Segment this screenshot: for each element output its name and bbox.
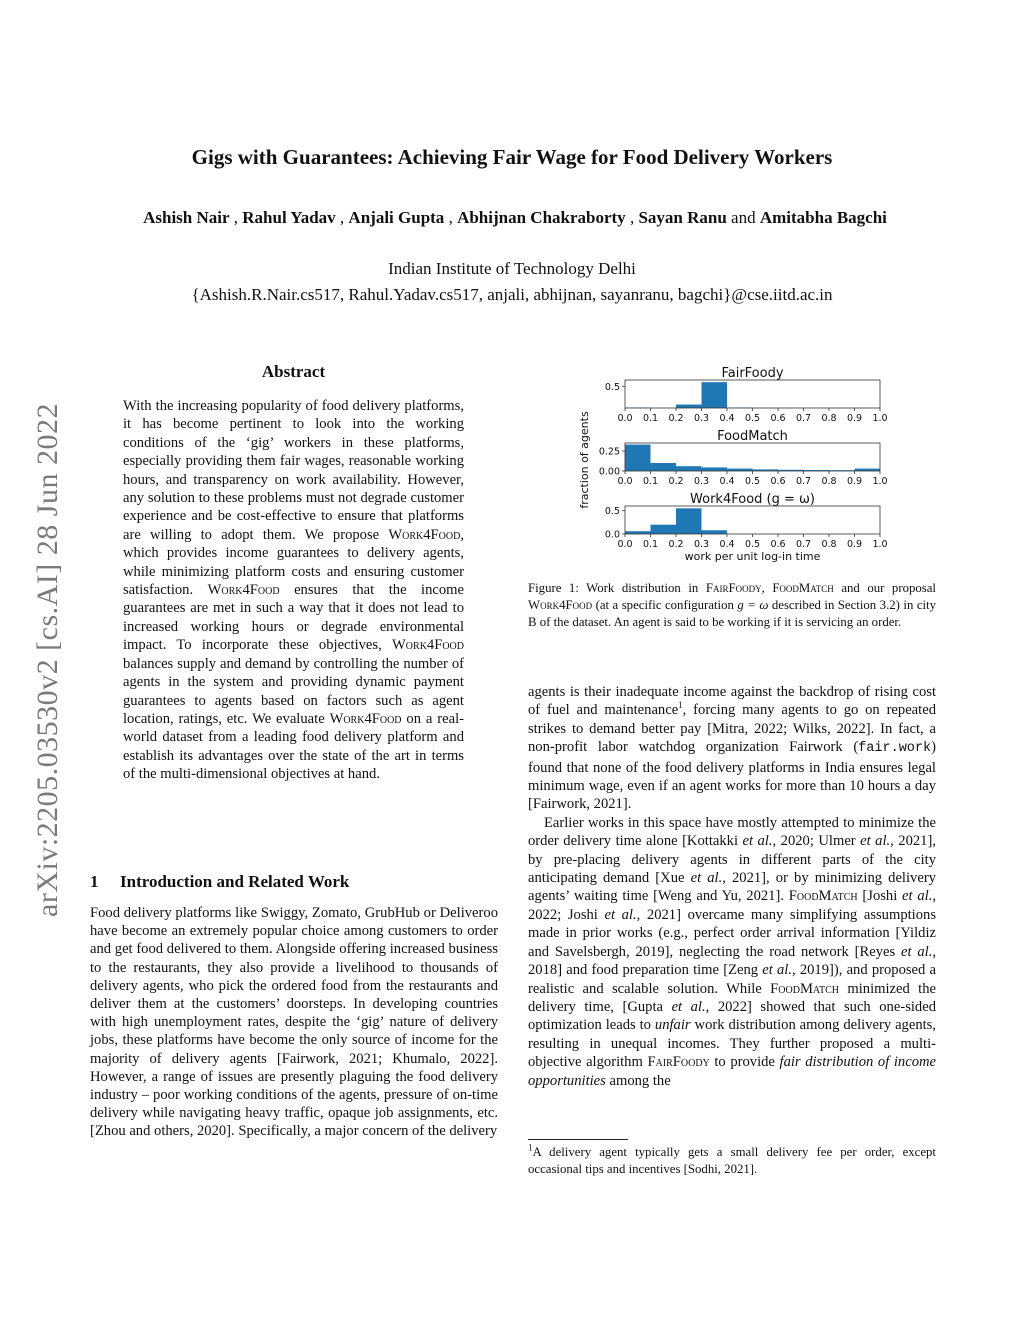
histogram-bar (625, 445, 651, 471)
x-tick-label: 0.2 (668, 413, 684, 424)
footnote-divider (528, 1139, 628, 1140)
histogram-bar (651, 463, 677, 471)
y-tick-label: 0.0 (604, 529, 620, 541)
section-title: Introduction and Related Work (120, 872, 350, 891)
panel-title: FoodMatch (717, 429, 788, 444)
section-number: 1 (90, 872, 99, 891)
paragraph: Earlier works in this space have mostly attempted to minimize the order delivery time alone [Kottakki et al., 2020; Ulmer et al., 2021], by pre-placing delivery agents in different parts of the city anticipating demand [Xue et al., 2021], or by minimizing delivery agents’ waiting time [Weng and Yu, 2021]. FoodMatch [Joshi et al., 2022; Joshi et al., 2021] overcame many simplifying assumptions made in prior works (e.g., perfect order arrival information [Yildiz and Savelsbergh, 2019], neglecting the road network [Reyes et al., 2018] and food preparation time [Zeng et al., 2019]), and proposed a realistic and scalable solution. While FoodMatch minimized the delivery time, [Gupta et al., 2022] showed that such one-sided optimization leads to unfair work distribution among delivery agents, resulting in unequal incomes. They further proposed a multi-objective algorithm FairFoody to provide fair distribution of income opportunities among the (528, 814, 937, 1089)
x-tick-label: 0.8 (821, 413, 837, 424)
intro-paragraph: Food delivery platforms like Swiggy, Zomato, GrubHub or Deliveroo have become an extremely popular choice among customers to order and get food delivered to them. Alongside offering increased business to the restaurants, they also provide a livelihood to thousands of delivery agents, who pick the ordered food from the restaurants and deliver them at the customers’ doorsteps. In developing countries with high unemployment rates, despite the ‘gig’ nature of delivery jobs, these platforms have become the only source of income for the majority of delivery agents [Fairwork, 2021; Khumalo, 2022]. However, a range of issues are presently plaguing the food delivery industry – poor working conditions of the agents, pressure of on-time delivery while navigating heavy traffic, opaque job assignments, etc. [Zhou and others, 2020]. Specifically, a major concern of the delivery (90, 905, 498, 1140)
x-tick-label: 0.7 (795, 476, 812, 487)
x-tick-label: 0.9 (846, 539, 863, 550)
y-axis-label: fraction of agents (578, 411, 591, 509)
x-tick-label: 0.4 (719, 539, 735, 550)
right-column-text (528, 683, 936, 1090)
author-name: Abhijnan Chakraborty (457, 208, 626, 227)
author-and: and (731, 208, 756, 227)
histogram-bar (702, 382, 728, 408)
author-emails: {Ashish.R.Nair.cs517, Rahul.Yadav.cs517, anjali, abhijnan, sayanranu, bagchi}@cse.iitd.ac.in (191, 285, 833, 304)
author-name: Rahul Yadav (242, 208, 336, 227)
x-tick-label: 0.0 (617, 539, 633, 550)
x-tick-label: 0.5 (744, 539, 761, 550)
section-heading (90, 872, 500, 892)
arxiv-id: arXiv:2205.03530v2 [cs.AI] 28 Jun 2022 (31, 403, 64, 917)
histogram-bar (676, 508, 702, 534)
x-tick-label: 0.3 (693, 413, 710, 424)
x-tick-label: 0.5 (744, 413, 761, 424)
affiliation: Indian Institute of Technology Delhi (388, 259, 636, 278)
author-list: Ashish Nair , Rahul Yadav , Anjali Gupta , Abhijnan Chakraborty , Sayan Ranu and Amitabha Bagchi (143, 208, 887, 227)
arxiv-sidebar-stamp (26, 370, 70, 950)
panel-frame (625, 380, 880, 408)
x-tick-label: 0.7 (795, 539, 812, 550)
x-tick-label: 0.9 (846, 413, 863, 424)
x-tick-label: 1.0 (872, 539, 888, 550)
x-tick-label: 0.8 (821, 539, 837, 550)
histogram-bar (702, 467, 728, 471)
panel-title: Work4Food (g = ω) (690, 492, 815, 507)
author-name: Ashish Nair (143, 208, 230, 227)
histogram-bar (625, 531, 651, 534)
y-tick-label: 0.00 (598, 466, 620, 478)
x-tick-label: 0.5 (744, 476, 761, 487)
figure-caption: Figure 1: Work distribution in FairFoody, FoodMatch and our proposal Work4Food (at a specific configuration g = ω described in Section 3.2) in city B of the dataset. An agent is said to be working if it is servicing an order. (528, 581, 937, 629)
histogram-bar (702, 530, 728, 534)
x-axis-label: work per unit log-in time (684, 550, 821, 563)
x-tick-label: 0.3 (693, 539, 710, 550)
x-tick-label: 0.3 (693, 476, 710, 487)
histogram-bar (676, 466, 702, 471)
x-tick-label: 0.4 (719, 476, 735, 487)
figure-1-histograms (575, 360, 905, 570)
histogram-bar (651, 525, 677, 534)
abstract-heading: Abstract (261, 362, 326, 381)
author-name: Anjali Gupta (348, 208, 445, 227)
x-tick-label: 0.2 (668, 539, 684, 550)
x-tick-label: 0.0 (617, 413, 633, 424)
author-name: Sayan Ranu (638, 208, 727, 227)
x-tick-label: 0.1 (642, 413, 659, 424)
paper-title: Gigs with Guarantees: Achieving Fair Wage for Food Delivery Workers (191, 145, 833, 169)
x-tick-label: 1.0 (872, 413, 888, 424)
x-tick-label: 1.0 (872, 476, 888, 487)
footnote: $^1$A delivery agent typically gets a small delivery fee per order, except occasional tips and incentives [Sodhi, 2021]. (528, 1142, 936, 1176)
x-tick-label: 0.9 (846, 476, 863, 487)
x-tick-label: 0.7 (795, 413, 812, 424)
fairwork-url: fair.work (858, 741, 932, 757)
x-tick-label: 0.1 (642, 476, 659, 487)
y-tick-label: 0.5 (604, 506, 620, 518)
x-tick-label: 0.6 (770, 539, 786, 550)
x-tick-label: 0.8 (821, 476, 837, 487)
x-tick-label: 0.1 (642, 539, 659, 550)
histogram-bar (676, 405, 702, 408)
x-tick-label: 0.0 (617, 476, 633, 487)
x-tick-label: 0.2 (668, 476, 684, 487)
x-tick-label: 0.6 (770, 476, 786, 487)
y-tick-label: 0.25 (598, 446, 620, 458)
paragraph: agents is their inadequate income against the backdrop of rising cost of fuel and maintenance$^1$, forcing many agents to go on repeated strikes to demand better pay [Mitra, 2022; Wilks, 2022]. In fact, a non-profit labor watchdog organization Fairwork (fair.work) found that none of the food delivery platforms in India ensures legal minimum wage, even if an agent works for more than 10 hours a day [Fairwork, 2021]. (528, 684, 936, 813)
panel-title: FairFoody (721, 366, 784, 381)
y-tick-label: 0.5 (604, 381, 620, 393)
x-tick-label: 0.4 (719, 413, 735, 424)
x-tick-label: 0.6 (770, 413, 786, 424)
abstract-body: With the increasing popularity of food delivery platforms, it has become pertinent to look into the working conditions of the ‘gig’ workers in these platforms, especially providing them fair wages, reasonable working hours, and transparency on work availability. However, any solution to these problems must not degrade customer experience and be cost-effective to ensure that platforms are willing to adopt them. We propose Work4Food, which provides income guarantees to delivery agents, while minimizing platform costs and ensuring customer satisfaction. Work4Food ensures that the income guarantees are met in such a way that it does not lead to increased working hours or degrade environmental impact. To incorporate these objectives, Work4Food balances supply and demand by controlling the number of agents in the system and providing dynamic payment guarantees to agents based on factors such as agent location, ratings, etc. We evaluate Work4Food on a real-world dataset from a leading food delivery platform and establish its advantages over the state of the art in terms of the multi-dimensional objectives at hand. (123, 398, 464, 783)
author-name: Amitabha Bagchi (759, 208, 887, 227)
